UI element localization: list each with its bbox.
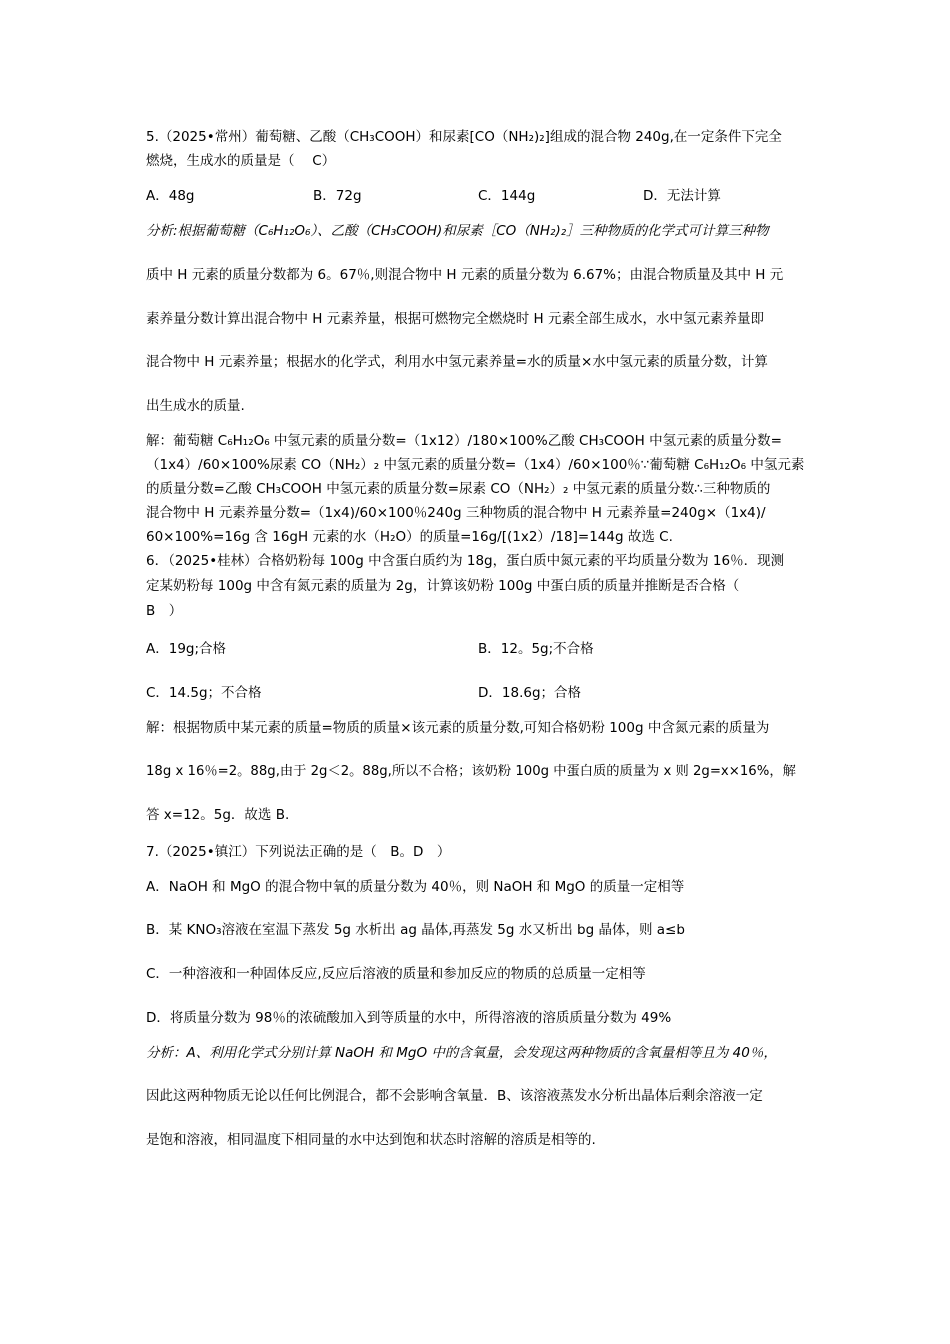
q5-option-c: C．144g [478,188,536,204]
q5-option-b: B．72g [313,188,362,204]
q7-analysis-line2: 因此这两种物质无论以任何比例混合，都不会影响含氧量．B、该溶液蒸发水分析出晶体后剩余溶液一定 [146,1088,763,1104]
q6-option-c: C．14.5g；不合格 [146,685,262,701]
q6-stem-line1: 6．（2025•桂林）合格奶粉每 100g 中含蛋白质约为 18g，蛋白质中氮元素的平均质量分数为 16％．现测 [146,553,785,569]
q5-option-d: D．无法计算 [643,188,721,204]
q5-solution-line5: 60×100%=16g 含 16gH 元素的水（H₂O）的质量=16g/[(1x2）/18]=144g 故选 C. [146,529,673,545]
q7-option-a: A．NaOH 和 MgO 的混合物中氧的质量分数为 40％，则 NaOH 和 MgO 的质量一定相等 [146,879,685,895]
q5-analysis-line1: 分析:根据葡萄糖（C₆H₁₂O₆）、乙酸（CH₃COOH)和尿素［CO（NH₂)₂］三种物质的化学式可计算三种物 [146,223,769,239]
q5-stem-line1: 5.（2025•常州）葡萄糖、乙酸（CH₃COOH）和尿素[CO（NH₂)₂]组成的混合物 240g,在一定条件下完全 [146,129,782,145]
q5-solution-line3: 的质量分数=乙酸 CH₃COOH 中氢元素的质量分数=尿素 CO（NH₂）₂ 中氢元素的质量分数∴三种物质的 [146,481,771,497]
q6-solution-line2: 18g x 16％=2。88g,由于 2g＜2。88g,所以不合格；该奶粉 100g 中蛋白质的质量为 x 则 2g=x×16%，解 [146,764,796,779]
q6-solution-line3: 答 x=12。5g．故选 B. [146,807,290,823]
q5-solution-line2: （1x4）/60×100%尿素 CO（NH₂）₂ 中氢元素的质量分数=（1x4）/60×100％∵葡萄糖 C₆H₁₂O₆ 中氢元素 [146,457,805,473]
q7-analysis-line3: 是饱和溶液，相同温度下相同量的水中达到饱和状态时溶解的溶质是相等的. [146,1132,596,1148]
q7-option-c: C．一种溶液和一种固体反应,反应后溶液的质量和参加反应的物质的总质量一定相等 [146,966,646,982]
q5-analysis-line2: 质中 H 元素的质量分数都为 6。67％,则混合物中 H 元素的质量分数为 6.67%；由混合物质量及其中 H 元 [146,267,784,283]
q5-option-a: A．48g [146,188,195,204]
q7-analysis-line1: 分析：A、利用化学式分别计算 NaOH 和 MgO 中的含氧量，会发现这两种物质的含氧量相等且为 40％， [146,1045,777,1061]
q5-solution-line1: 解：葡萄糖 C₆H₁₂O₆ 中氢元素的质量分数=（1x12）/180×100%乙酸 CH₃COOH 中氢元素的质量分数= [146,433,782,449]
q7-option-d: D．将质量分数为 98％的浓硫酸加入到等质量的水中，所得溶液的溶质质量分数为 49% [146,1010,672,1026]
q6-stem-line2: 定某奶粉每 100g 中含有氮元素的质量为 2g，计算该奶粉 100g 中蛋白质的质量并推断是否合格（ [146,578,740,594]
q5-analysis-line3: 素养量分数计算出混合物中 H 元素养量，根据可燃物完全燃烧时 H 元素全部生成水，水中氢元素养量即 [146,311,764,327]
q6-option-a: A．19g;合格 [146,641,227,657]
q5-stem-line2: 燃烧，生成水的质量是（ C） [146,153,336,169]
q6-stem-line3: B ） [146,603,183,619]
q5-analysis-line5: 出生成水的质量. [146,398,245,414]
q6-option-d: D．18.6g；合格 [478,685,582,701]
q5-solution-line4: 混合物中 H 元素养量分数=（1x4)/60×100％240g 三种物质的混合物中 H 元素养量=240g×（1x4)/ [146,505,766,521]
q6-option-b: B．12。5g;不合格 [478,641,594,657]
q6-solution-line1: 解：根据物质中某元素的质量=物质的质量×该元素的质量分数,可知合格奶粉 100g 中含氮元素的质量为 [146,720,770,736]
q7-stem: 7.（2025•镇江）下列说法正确的是（ B。D ） [146,844,451,860]
q7-option-b: B．某 KNO₃溶液在室温下蒸发 5g 水析出 ag 晶体,再蒸发 5g 水又析出 bg 晶体，则 a≤b [146,922,685,938]
q5-analysis-line4: 混合物中 H 元素养量；根据水的化学式，利用水中氢元素养量=水的质量×水中氢元素的质量分数，计算 [146,354,768,370]
